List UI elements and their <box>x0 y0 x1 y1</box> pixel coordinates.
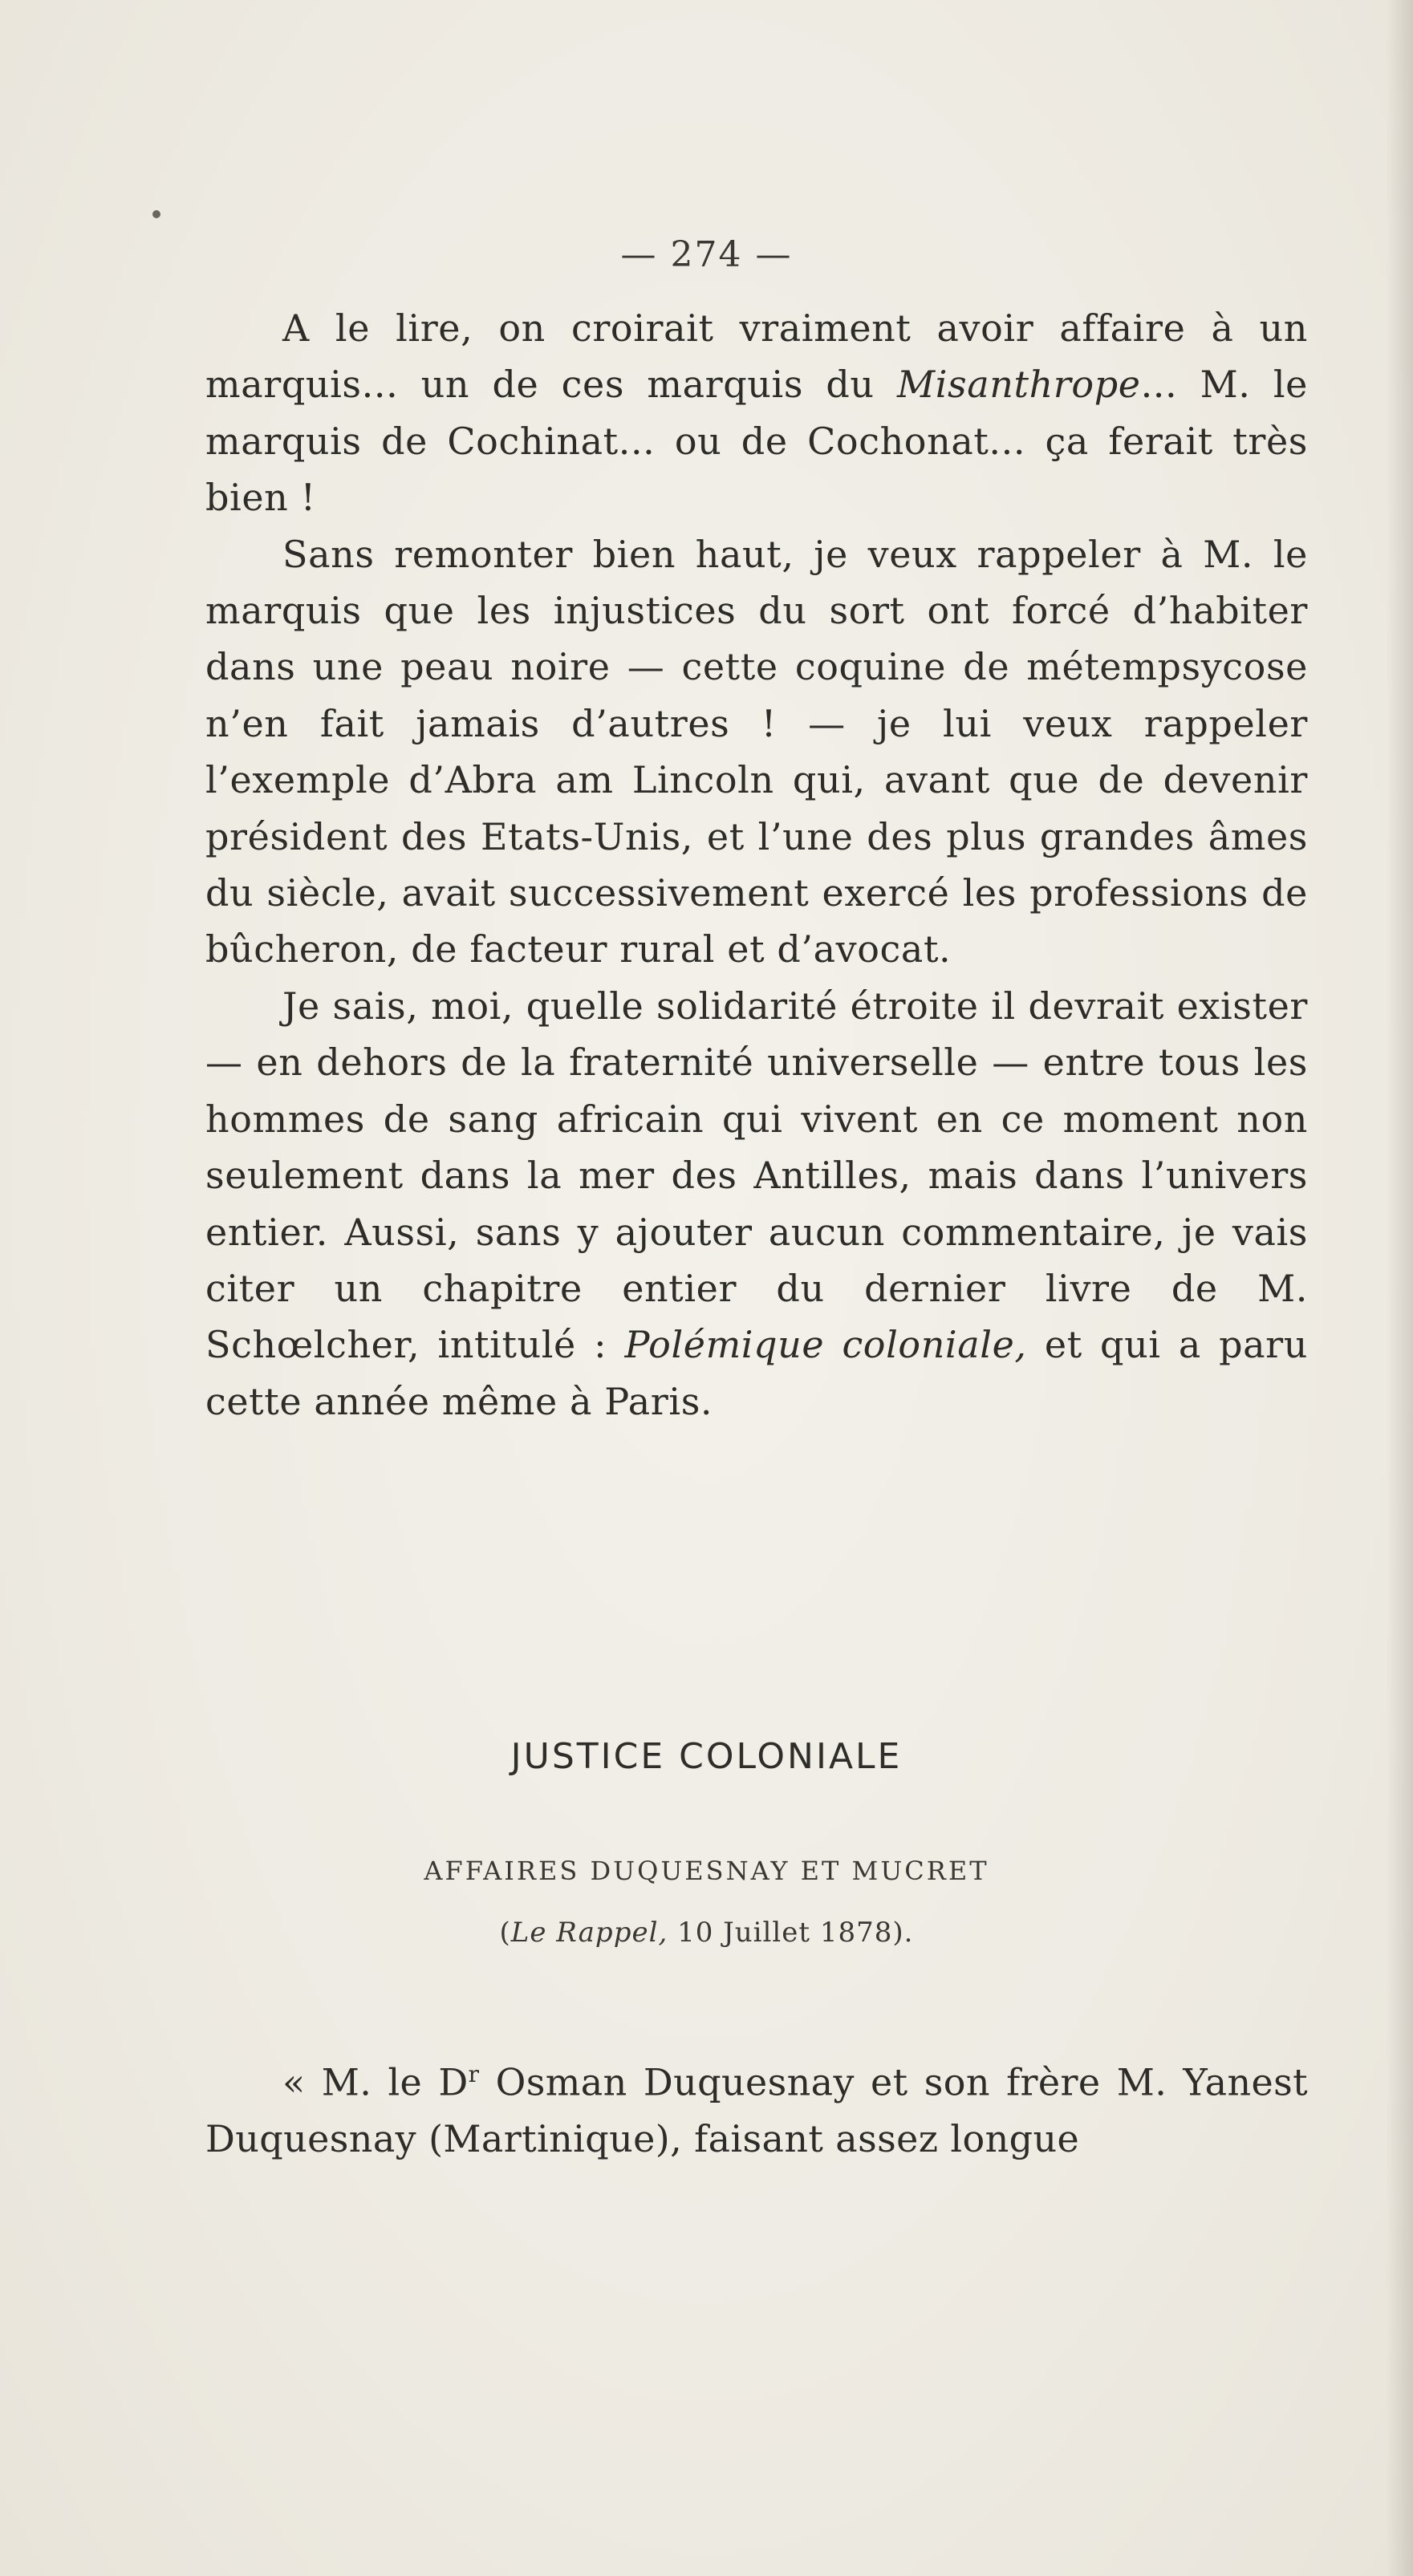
paragraph-1-title-misanthrope: Misanthrope <box>897 363 1141 407</box>
page-edge-shadow <box>1386 0 1413 2576</box>
section-heading: JUSTICE COLONIALE <box>510 1736 903 1777</box>
paragraph-1-text-a: A le lire, on croirait vraiment avoir affaire à un marquis... un de ces marquis du <box>205 306 1308 407</box>
quote-open: « M. le D <box>282 2060 469 2104</box>
page-number: — 274 — <box>620 234 793 275</box>
source-open: ( <box>499 1917 511 1949</box>
section-subheading: AFFAIRES DUQUESNAY ET MUCRET <box>424 1856 989 1886</box>
paragraph-3-title-polemique: Polémique coloniale, <box>624 1323 1027 1367</box>
quote-sup: r <box>468 2061 480 2087</box>
paragraph-3-text-a: Je sais, moi, quelle solidarité étroite il devrait exister — en dehors de la fraternité universelle — entre tous les hommes de sang africain qui vivent en ce moment non seulement dans la mer des Antilles, mais dans l’univers entier. Aussi, sans y ajouter aucun commentaire, je vais citer un chapitre entier du dernier livre de M. Schœlcher, intitulé : <box>205 984 1308 1367</box>
source-close: ). <box>892 1917 914 1949</box>
paragraph-2 <box>205 526 1308 978</box>
print-speck <box>152 210 160 218</box>
paragraph-1 <box>205 300 1308 526</box>
body-text <box>205 300 1308 1430</box>
source-date: 10 Juillet 1878 <box>668 1917 893 1949</box>
paragraph-3-text-b: et qui a paru cette année même à Paris. <box>205 1323 1308 1423</box>
quote-text: Osman Duquesnay et son frère M. Yanest Duquesnay (Martinique), faisant assez longue <box>205 2060 1308 2160</box>
quote-paragraph <box>205 2047 1308 2167</box>
paragraph-1-text-b: ... M. le marquis de Cochinat... ou de Cochonat... ça ferait très bien ! <box>205 363 1309 520</box>
paragraph-3 <box>205 978 1308 1430</box>
paragraph-2-text: Sans remonter bien haut, je veux rappeler à M. le marquis que les injustices du sort ont forcé d’habiter dans une peau noire — cette coquine de métempsycose n’en fait jamais d’autres ! — je lui veux rappeler l’exemple d’Abra am Lincoln qui, avant que de devenir président des Etats-Unis, et l’une des plus grandes âmes du siècle, avait successivement exercé les professions de bûcheron, de facteur rural et d’avocat. <box>205 532 1308 972</box>
source-title: Le Rappel, <box>510 1917 668 1949</box>
source-citation <box>0 1917 1413 1949</box>
